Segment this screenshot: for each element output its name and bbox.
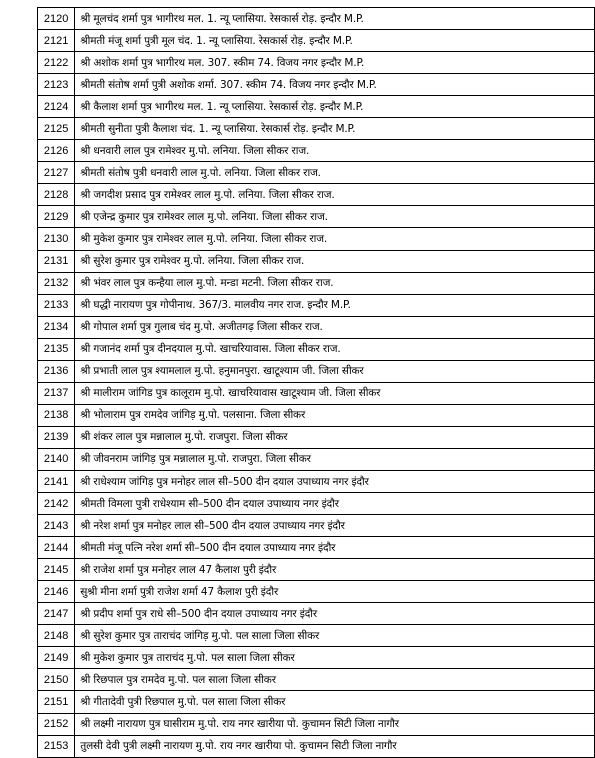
table-row (38, 228, 595, 250)
member-entry-cell: तुलसी देवी पुत्री लक्ष्मी नारायण मु.पो. राय नगर खारीया पो. कुचामन सिटी जिला नागौर (75, 735, 595, 757)
serial-number-cell: 2151 (38, 691, 75, 713)
serial-number-cell: 2131 (38, 250, 75, 272)
member-entry-cell: श्री सुरेश कुमार पुत्र रामेश्वर मु.पो. लनिया. जिला सीकर राज. (75, 250, 595, 272)
member-entry-cell: श्री एजेन्द्र कुमार पुत्र रामेश्वर लाल मु.पो. लनिया. जिला सीकर राज. (75, 206, 595, 228)
serial-number-cell: 2122 (38, 52, 75, 74)
member-entry-cell: श्रीमती संतोष शर्मा पुत्री अशोक शर्मा. 307. स्कीम 74. विजय नगर इन्दौर M.P. (75, 74, 595, 96)
serial-number-cell: 2135 (38, 338, 75, 360)
member-entry-cell: श्री राधेश्याम जांगिड़ पुत्र मनोहर लाल सी–500 दीन दयाल उपाध्याय नगर इंदौर (75, 470, 595, 492)
table-row (38, 470, 595, 492)
serial-number-cell: 2152 (38, 713, 75, 735)
member-entry-cell: श्रीमती विमला पुत्री राधेश्याम सी–500 दीन दयाल उपाध्याय नगर इंदौर (75, 493, 595, 515)
table-row (38, 74, 595, 96)
member-entry-cell: श्री प्रदीप शर्मा पुत्र राधे सी–500 दीन दयाल उपाध्याय नगर इंदौर (75, 603, 595, 625)
table-row (38, 140, 595, 162)
member-register-table (37, 7, 595, 758)
member-entry-cell: श्री भोलाराम पुत्र रामदेव जांगिड़ मु.पो. पलसाना. जिला सीकर (75, 404, 595, 426)
member-entry-cell: श्री गजानंद शर्मा पुत्र दीनदयाल मु.पो. खाचरियावास. जिला सीकर राज. (75, 338, 595, 360)
table-row (38, 316, 595, 338)
serial-number-cell: 2132 (38, 272, 75, 294)
serial-number-cell: 2123 (38, 74, 75, 96)
table-row (38, 206, 595, 228)
member-entry-cell: श्री मुकेश कुमार पुत्र रामेश्वर लाल मु.पो. लनिया. जिला सीकर राज. (75, 228, 595, 250)
serial-number-cell: 2133 (38, 294, 75, 316)
table-row (38, 52, 595, 74)
serial-number-cell: 2128 (38, 184, 75, 206)
serial-number-cell: 2140 (38, 448, 75, 470)
table-row (38, 691, 595, 713)
table-row (38, 184, 595, 206)
table-row (38, 448, 595, 470)
member-entry-cell: श्री राजेश शर्मा पुत्र मनोहर लाल 47 कैलाश पुरी इंदौर (75, 559, 595, 581)
serial-number-cell: 2127 (38, 162, 75, 184)
serial-number-cell: 2130 (38, 228, 75, 250)
serial-number-cell: 2145 (38, 559, 75, 581)
serial-number-cell: 2144 (38, 537, 75, 559)
serial-number-cell: 2141 (38, 470, 75, 492)
table-row (38, 625, 595, 647)
serial-number-cell: 2142 (38, 493, 75, 515)
table-row (38, 250, 595, 272)
serial-number-cell: 2136 (38, 360, 75, 382)
member-entry-cell: श्री लक्ष्मी नारायण पुत्र घासीराम मु.पो. राय नगर खारीया पो. कुचामन सिटी जिला नागौर (75, 713, 595, 735)
member-entry-cell: श्री मूलचंद शर्मा पुत्र भागीरथ मल. 1. न्यू प्लासिया. रेसकार्स रोड़. इन्दौर M.P. (75, 8, 595, 30)
member-entry-cell: श्रीमती संतोष पुत्री धनवारी लाल मु.पो. लनिया. जिला सीकर राज. (75, 162, 595, 184)
serial-number-cell: 2121 (38, 30, 75, 52)
table-row (38, 735, 595, 757)
member-entry-cell: श्री मालीराम जांगिड पुत्र कालूराम मु.पो. खाचरियावास खाटूश्याम जी. जिला सीकर (75, 382, 595, 404)
table-row (38, 404, 595, 426)
serial-number-cell: 2137 (38, 382, 75, 404)
serial-number-cell: 2129 (38, 206, 75, 228)
table-row (38, 515, 595, 537)
table-row (38, 581, 595, 603)
table-row (38, 493, 595, 515)
serial-number-cell: 2153 (38, 735, 75, 757)
table-row (38, 603, 595, 625)
member-entry-cell: श्री कैलाश शर्मा पुत्र भागीरथ मल. 1. न्यू प्लासिया. रेसकार्स रोड़. इन्दौर M.P. (75, 96, 595, 118)
member-register-body (38, 8, 595, 758)
table-row (38, 272, 595, 294)
table-row (38, 713, 595, 735)
member-entry-cell: श्रीमती मंजू शर्मा पुत्री मूल चंद. 1. न्यू प्लासिया. रेसकार्स रोड़. इन्दौर M.P. (75, 30, 595, 52)
table-row (38, 338, 595, 360)
member-entry-cell: श्री जीवनराम जांगिड़ पुत्र मन्नालाल मु.पो. राजपुरा. जिला सीकर (75, 448, 595, 470)
serial-number-cell: 2148 (38, 625, 75, 647)
member-entry-cell: श्री नरेश शर्मा पुत्र मनोहर लाल सी–500 दीन दयाल उपाध्याय नगर इंदौर (75, 515, 595, 537)
serial-number-cell: 2139 (38, 426, 75, 448)
member-entry-cell: श्री जगदीश प्रसाद पुत्र रामेश्वर लाल मु.पो. लनिया. जिला सीकर राज. (75, 184, 595, 206)
serial-number-cell: 2147 (38, 603, 75, 625)
serial-number-cell: 2124 (38, 96, 75, 118)
table-row (38, 30, 595, 52)
table-row (38, 162, 595, 184)
table-row (38, 426, 595, 448)
member-entry-cell: श्रीमती सुनीता पुत्री कैलाश चंद. 1. न्यू प्लासिया. रेसकार्स रोड़. इन्दौर M.P. (75, 118, 595, 140)
member-entry-cell: श्री प्रभाती लाल पुत्र श्यामलाल मु.पो. हनुमानपुरा. खाटूश्याम जी. जिला सीकर (75, 360, 595, 382)
member-entry-cell: श्री मुकेश कुमार पुत्र ताराचंद मु.पो. पल साला जिला सीकर (75, 647, 595, 669)
table-row (38, 96, 595, 118)
serial-number-cell: 2134 (38, 316, 75, 338)
member-entry-cell: श्री गोपाल शर्मा पुत्र गुलाब चंद मु.पो. अजीतगढ़ जिला सीकर राज. (75, 316, 595, 338)
table-row (38, 669, 595, 691)
table-row (38, 294, 595, 316)
member-entry-cell: सुश्री मीना शर्मा पुत्री राजेश शर्मा 47 कैलाश पुरी इंदौर (75, 581, 595, 603)
table-row (38, 647, 595, 669)
serial-number-cell: 2120 (38, 8, 75, 30)
serial-number-cell: 2150 (38, 669, 75, 691)
member-entry-cell: श्री घद्धी नारायण पुत्र गोपीनाथ. 367/3. मालवीय नगर राज. इन्दौर M.P. (75, 294, 595, 316)
serial-number-cell: 2125 (38, 118, 75, 140)
member-entry-cell: श्री अशोक शर्मा पुत्र भागीरथ मल. 307. स्कीम 74. विजय नगर इन्दौर M.P. (75, 52, 595, 74)
member-entry-cell: श्री रिछपाल पुत्र रामदेव मु.पो. पल साला जिला सीकर (75, 669, 595, 691)
member-entry-cell: श्रीमती मंजू पत्नि नरेश शर्मा सी–500 दीन दयाल उपाध्याय नगर इंदौर (75, 537, 595, 559)
member-entry-cell: श्री धनवारी लाल पुत्र रामेश्वर मु.पो. लनिया. जिला सीकर राज. (75, 140, 595, 162)
table-row (38, 537, 595, 559)
table-row (38, 8, 595, 30)
table-row (38, 360, 595, 382)
member-entry-cell: श्री भंवर लाल पुत्र कन्हैया लाल मु.पो. मन्डा मटनी. जिला सीकर राज. (75, 272, 595, 294)
table-row (38, 382, 595, 404)
serial-number-cell: 2146 (38, 581, 75, 603)
serial-number-cell: 2126 (38, 140, 75, 162)
member-entry-cell: श्री सुरेश कुमार पुत्र ताराचंद जांगिड़ मु.पो. पल साला जिला सीकर (75, 625, 595, 647)
serial-number-cell: 2149 (38, 647, 75, 669)
member-entry-cell: श्री गीतादेवी पुत्री रिछपाल मु.पो. पल साला जिला सीकर (75, 691, 595, 713)
table-row (38, 118, 595, 140)
serial-number-cell: 2138 (38, 404, 75, 426)
table-row (38, 559, 595, 581)
serial-number-cell: 2143 (38, 515, 75, 537)
member-entry-cell: श्री शंकर लाल पुत्र मन्नालाल मु.पो. राजपुरा. जिला सीकर (75, 426, 595, 448)
